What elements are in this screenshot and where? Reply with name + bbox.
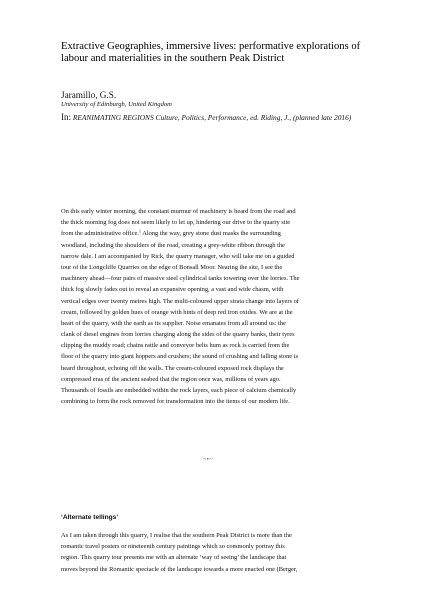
text-line: cream, followed by golden hues of orange with hints of deep red iron oxides. We are at the <box>61 308 293 316</box>
text-line: machinery ahead—four pairs of massive steel cylindrical tanks towering over the lorries. The <box>61 275 300 283</box>
citation-prefix: In: <box>61 112 71 122</box>
text-line: the thick morning fog does not seem likely to let up, hindering our drive to the quarry site <box>61 219 291 227</box>
text-line: vertical edges over twenty metres high. The multi-coloured upper strata change into layers of <box>61 297 299 305</box>
text-line: woodland, including the shoulders of the road, creating a grey-white ribbon through the <box>61 241 285 249</box>
text-line: moves beyond the Romantic spectacle of the landscape towards a more enacted one (Berger, <box>61 565 298 573</box>
text-line: floor of the quarry into giant hoppers and crushers; the sound of crushing and falling stone is <box>61 353 298 361</box>
footnote-marker[interactable]: 1 <box>138 228 141 234</box>
section-divider: ~•~ <box>203 457 214 463</box>
text-line: heard throughout, echoing off the walls. The cream-coloured exposed rock displays the <box>61 364 284 372</box>
text-line: region. This quarry tour presents me with an alternate ‘way of seeing’ the landscape that <box>61 554 287 562</box>
citation-text: REANIMATING REGIONS Culture, Politics, Performance, ed. Riding, J., (planned late 2016) <box>72 113 352 122</box>
text-line: narrow dale. I am accompanied by Rick, the quarry manager, who will take me on a guided <box>61 252 295 260</box>
text-line-segment: from the administrative office. <box>61 230 139 238</box>
text-line-segment: Along the way, grey stone dust masks the surrounding <box>142 230 281 238</box>
text-line: Thousands of fossils are embedded within the rock layers, each piece of calcium chemically <box>61 387 297 394</box>
author-name: Jaramillo, G.S. <box>61 90 117 100</box>
text-line: On this early winter morning, the constant murmur of machinery is heard from the road and <box>61 208 296 215</box>
paper-title: Extractive Geographies, immersive lives: performative explorations of labour and materialities in the southern Peak District <box>61 41 361 64</box>
text-line: heart of the quarry, with the earth as its supplier. Noise emanates from all around us: the <box>61 319 286 327</box>
text-line: combining to form the rock removed for transformation into the items of our modern life. <box>61 398 290 406</box>
body-paragraph-1 <box>61 206 361 407</box>
text-line: compressed eras of the ancient seabed that the region once was, millions of years ago. <box>61 375 281 383</box>
text-line: tour of the Longcliffe Quarries on the edge of Bonsall Moor. Nearing the site, I see the <box>61 263 283 271</box>
author-affiliation: University of Edinburgh, United Kingdom <box>61 101 172 108</box>
text-line: As I am taken through this quarry, I realise that the southern Peak District is more than the <box>61 532 292 539</box>
text-line: clank of diesel engines from lorries charging along the sides of the quarry banks, their tyres <box>61 331 295 339</box>
text-line: thick fog slowly fades out to reveal an expansive opening, a vast and wide chasm, with <box>61 286 284 294</box>
text-line: romantic travel posters or nineteenth century paintings which so commonly portray this <box>61 543 285 551</box>
body-paragraph-2 <box>61 530 361 575</box>
text-line <box>61 228 361 239</box>
section-heading: ‘Alternate tellings’ <box>61 514 119 521</box>
text-line: clipping the muddy road; chains rattle and conveyor belts hum as rock is carried from the <box>61 342 290 350</box>
citation <box>61 112 357 123</box>
